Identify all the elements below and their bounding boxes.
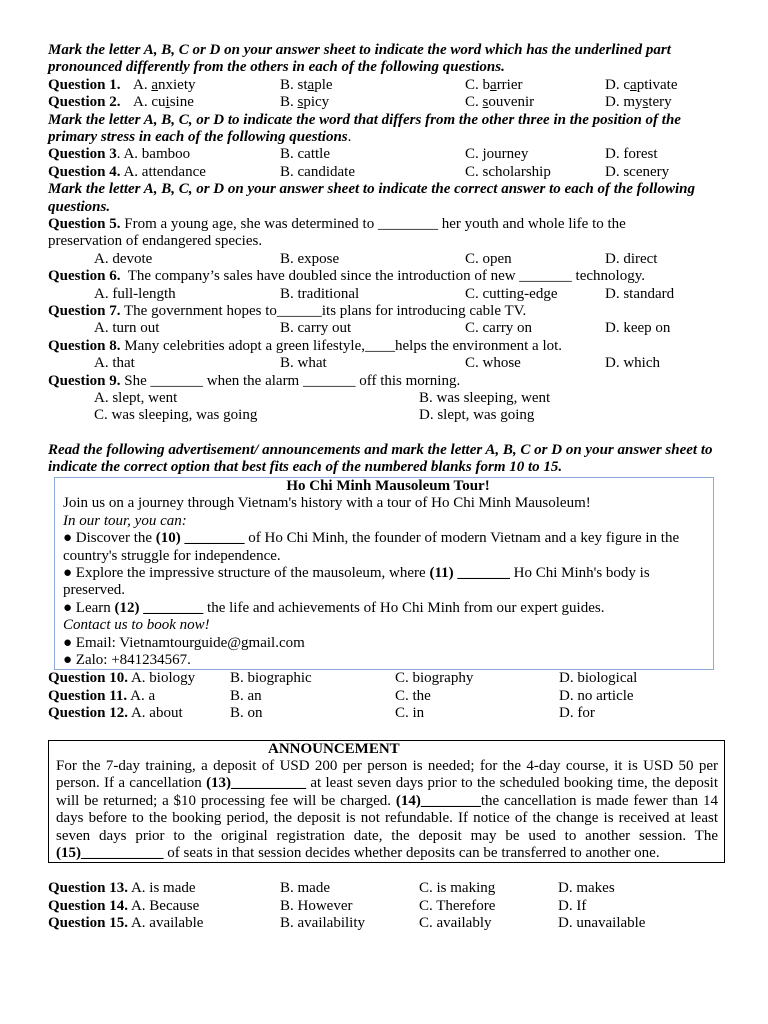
question-text: The company’s sales have doubled since the introduction of new _______ technology. <box>127 268 645 285</box>
question-label: Question 12. <box>48 705 129 722</box>
underlined-letter: a <box>630 76 637 93</box>
option-text: sine <box>169 94 194 111</box>
instruction-stress-text: Mark the letter A, B, C, or D to indicate the word that differs from the other three in the position of the primary stress in each of the following questions <box>48 111 681 145</box>
option-d: D. direct <box>605 250 658 267</box>
option-c: C. Therefore <box>419 897 496 914</box>
options-row <box>48 286 722 303</box>
option-c: C. journey <box>465 146 529 163</box>
option-a <box>133 94 194 111</box>
question-label: Question 6. <box>48 268 121 285</box>
options-row <box>48 251 722 268</box>
option-b: B. candidate <box>280 163 355 180</box>
option-a <box>133 77 196 94</box>
tour-title: Ho Chi Minh Mausoleum Tour! <box>286 477 490 494</box>
option-text: cu <box>151 94 166 111</box>
option-b: B. availability <box>280 915 365 932</box>
option-c: C. whose <box>465 355 521 372</box>
option-prefix: D. <box>605 76 624 93</box>
question-4 <box>48 164 722 181</box>
bullet-text: ● Learn <box>63 599 115 616</box>
tour-bullet-3 <box>63 600 713 617</box>
instruction-grammar: Mark the letter A, B, C, or D on your answer sheet to indicate the correct answer to each of the following questions. <box>48 181 695 215</box>
option-prefix: A. <box>133 94 152 111</box>
option-b: B. made <box>280 880 330 897</box>
announcement-text: the cancellation is made fewer than 14 days before to the booking period, the deposit is not refundable. If notice of the change is received at least seven days prior to the original registration date, the deposit may be used to another session. The <box>56 792 718 844</box>
tour-bullet-1 <box>63 530 713 565</box>
option-d: D. makes <box>558 880 615 897</box>
option-c: C. cutting-edge <box>465 285 558 302</box>
blank-13: (13)__________ <box>206 775 307 792</box>
stress-questions <box>48 146 722 181</box>
option-b: B. cattle <box>280 146 330 163</box>
question-13 <box>48 880 722 897</box>
question-label: Question 7. <box>48 302 121 319</box>
options-row <box>48 320 722 337</box>
question-label-wrap <box>48 688 155 705</box>
question-6 <box>48 268 722 303</box>
option-b: B. biographic <box>230 670 312 687</box>
question-label-wrap <box>48 146 190 163</box>
question-label-wrap <box>48 915 203 932</box>
option-prefix: B. <box>280 94 298 111</box>
option-prefix: B. <box>280 76 298 93</box>
blank-14: (14)________ <box>395 792 481 809</box>
blank-15: (15)___________ <box>56 844 164 861</box>
option-c: C. biography <box>395 670 474 687</box>
option-a: A. turn out <box>94 320 160 337</box>
option-c: C. the <box>395 687 431 704</box>
question-label-wrap <box>48 880 196 897</box>
tour-subhead: In our tour, you can: <box>63 512 187 529</box>
option-text: rrier <box>496 76 523 93</box>
underlined-letter: s <box>482 94 489 111</box>
option-a: A. attendance <box>123 163 206 180</box>
option-b: B. However <box>280 897 353 914</box>
tour-email: ● Email: Vietnamtourguide@gmail.com <box>63 634 305 651</box>
option-a: A. slept, went <box>94 389 178 406</box>
instruction-reading: Read the following advertisement/ announcements and mark the letter A, B, C or D on your answer sheet to indicate the correct option that best fits each of the numbered blanks form 10 to 15. <box>48 442 713 476</box>
instruction-stress: Mark the letter A, B, C, or D to indicate the word that differs from the other three in the position of the primary stress in each of the following questions. <box>48 111 681 145</box>
option-c: C. open <box>465 250 512 267</box>
option-c: C. in <box>395 705 425 722</box>
option-c <box>465 94 534 111</box>
option-prefix: C. <box>465 76 483 93</box>
question-11 <box>48 688 722 705</box>
option-b: B. carry out <box>280 320 352 337</box>
option-text: picy <box>303 94 330 111</box>
question-7 <box>48 303 722 338</box>
question-label: Question 15. <box>48 915 129 932</box>
option-b: B. was sleeping, went <box>419 389 551 406</box>
option-c: C. carry on <box>465 320 533 337</box>
pronunciation-questions <box>48 77 722 112</box>
bullet-text: Ho Chi Minh's body is preserved. <box>63 564 650 599</box>
question-12 <box>48 705 722 722</box>
question-label: Question 9. <box>48 372 121 389</box>
option-text: ouvenir <box>488 94 535 111</box>
option-text: tery <box>648 94 672 111</box>
option-text: c <box>623 76 631 93</box>
question-14 <box>48 898 722 915</box>
options-row <box>48 355 722 372</box>
option-d: D. If <box>558 897 587 914</box>
question-sep: . <box>116 146 124 163</box>
option-a: A. about <box>130 705 183 722</box>
announcement-box <box>48 740 725 864</box>
option-b: B. on <box>230 705 263 722</box>
option-text: b <box>482 76 491 93</box>
option-text: my <box>623 94 643 111</box>
instruction-pronunciation: Mark the letter A, B, C or D on your answer sheet to indicate the word which has the underlined part pronounced differently from the others in each of the following questions. <box>48 42 671 76</box>
underlined-letter: a <box>151 76 159 93</box>
option-prefix: C. <box>465 94 483 111</box>
question-label-wrap <box>48 164 206 181</box>
question-text: The government hopes to______its plans for introducing cable TV. <box>124 302 527 319</box>
option-d: D. standard <box>605 285 675 302</box>
question-label: Question 8. <box>48 337 121 354</box>
question-label: Question 14. <box>48 897 129 914</box>
option-d: D. slept, was going <box>419 407 535 424</box>
question-text: She _______ when the alarm _______ off this morning. <box>124 372 461 389</box>
underlined-letter: i <box>165 94 170 111</box>
blank-10: (10) ________ <box>155 530 245 547</box>
tour-zalo: ● Zalo: +841234567. <box>63 651 191 668</box>
question-label-wrap <box>48 898 199 915</box>
announcement-body <box>56 758 718 862</box>
option-a: A. that <box>94 355 135 372</box>
option-d: D. scenery <box>605 163 670 180</box>
option-prefix: A. <box>133 76 152 93</box>
option-b <box>280 94 329 111</box>
underlined-letter: s <box>297 94 304 111</box>
option-d: D. for <box>559 705 595 722</box>
announcement-text: For the 7-day training, a deposit of USD 200 per person is needed; for the 4-day course, it is USD 50 per person. If a cancellation <box>56 757 718 792</box>
option-c <box>465 77 523 94</box>
option-text: nxiety <box>158 76 196 93</box>
bullet-text: ● Discover the <box>63 530 156 547</box>
bullet-text: of Ho Chi Minh, the founder of modern Vietnam and a key figure in the country's struggle for independence. <box>63 530 680 564</box>
question-3 <box>48 146 722 163</box>
option-a: A. a <box>130 687 156 704</box>
option-d: D. no article <box>559 687 634 704</box>
option-a: A. bamboo <box>123 146 191 163</box>
question-1 <box>48 77 722 94</box>
option-text: ple <box>314 76 333 93</box>
question-label: Question 5. <box>48 216 121 232</box>
underlined-letter: s <box>642 94 649 111</box>
option-a: A. Because <box>130 897 200 914</box>
option-b <box>280 77 333 94</box>
option-b: B. expose <box>280 250 340 267</box>
question-label: Question 13. <box>48 880 129 897</box>
bullet-text: the life and achievements of Ho Chi Minh from our expert guides. <box>203 599 605 616</box>
option-a: A. full-length <box>94 285 176 302</box>
option-a: A. available <box>130 915 204 932</box>
option-d <box>605 77 678 94</box>
option-b: B. what <box>280 355 327 372</box>
blank-12: (12) ________ <box>114 599 204 616</box>
option-d <box>605 94 672 111</box>
underlined-letter: a <box>490 76 497 93</box>
question-9 <box>48 373 722 425</box>
underlined-letter: a <box>307 76 315 93</box>
option-c: C. is making <box>419 880 496 897</box>
question-text: Many celebrities adopt a green lifestyle,____helps the environment a lot. <box>124 337 563 354</box>
blank-11: (11) _______ <box>429 564 510 581</box>
option-a: A. devote <box>94 250 153 267</box>
announcement-text: of seats in that session decides whether deposits can be transferred to another one. <box>163 844 660 861</box>
question-text: From a young age, she was determined to ________ her youth and whole life to the <box>124 216 626 232</box>
tour-intro: Join us on a journey through Vietnam's history with a tour of Ho Chi Minh Mausoleum! <box>63 495 591 512</box>
question-5 <box>48 216 722 268</box>
option-d: D. biological <box>559 670 638 687</box>
option-b: B. traditional <box>280 285 360 302</box>
option-a: A. biology <box>130 670 196 687</box>
question-2 <box>48 94 722 111</box>
question-label-wrap <box>48 705 183 722</box>
question-label: Question 4. <box>48 163 121 180</box>
tour-advertisement <box>54 477 714 670</box>
question-label: Question 3 <box>48 146 117 163</box>
option-text: ptivate <box>636 76 678 93</box>
question-label: Question 2. <box>48 94 121 111</box>
bullet-text: ● Explore the impressive structure of the mausoleum, where <box>63 564 430 581</box>
question-10 <box>48 670 722 687</box>
question-label: Question 1. <box>48 76 121 93</box>
option-d: D. keep on <box>605 320 671 337</box>
option-d: D. unavailable <box>558 915 646 932</box>
worksheet <box>48 42 722 933</box>
option-a: A. is made <box>130 880 196 897</box>
question-label-wrap <box>48 670 195 687</box>
option-d: D. which <box>605 355 660 372</box>
option-d: D. forest <box>605 146 658 163</box>
question-label: Question 11. <box>48 687 128 704</box>
option-c: C. scholarship <box>465 163 551 180</box>
option-c: C. availably <box>419 915 492 932</box>
question-text-cont: preservation of endangered species. <box>48 233 263 250</box>
question-8 <box>48 338 722 373</box>
tour-bullet-2 <box>63 565 713 600</box>
option-c: C. was sleeping, was going <box>94 407 258 424</box>
option-text: st <box>297 76 308 93</box>
announcement-title: ANNOUNCEMENT <box>268 740 400 757</box>
question-15 <box>48 915 722 932</box>
announcement-text: at least seven days prior to the scheduled booking time, the deposit will be returned; a $10 processing fee will be charged. <box>56 775 718 809</box>
option-prefix: D. <box>605 94 624 111</box>
option-b: B. an <box>230 687 262 704</box>
tour-contact: Contact us to book now! <box>63 617 210 634</box>
question-label: Question 10. <box>48 670 129 687</box>
